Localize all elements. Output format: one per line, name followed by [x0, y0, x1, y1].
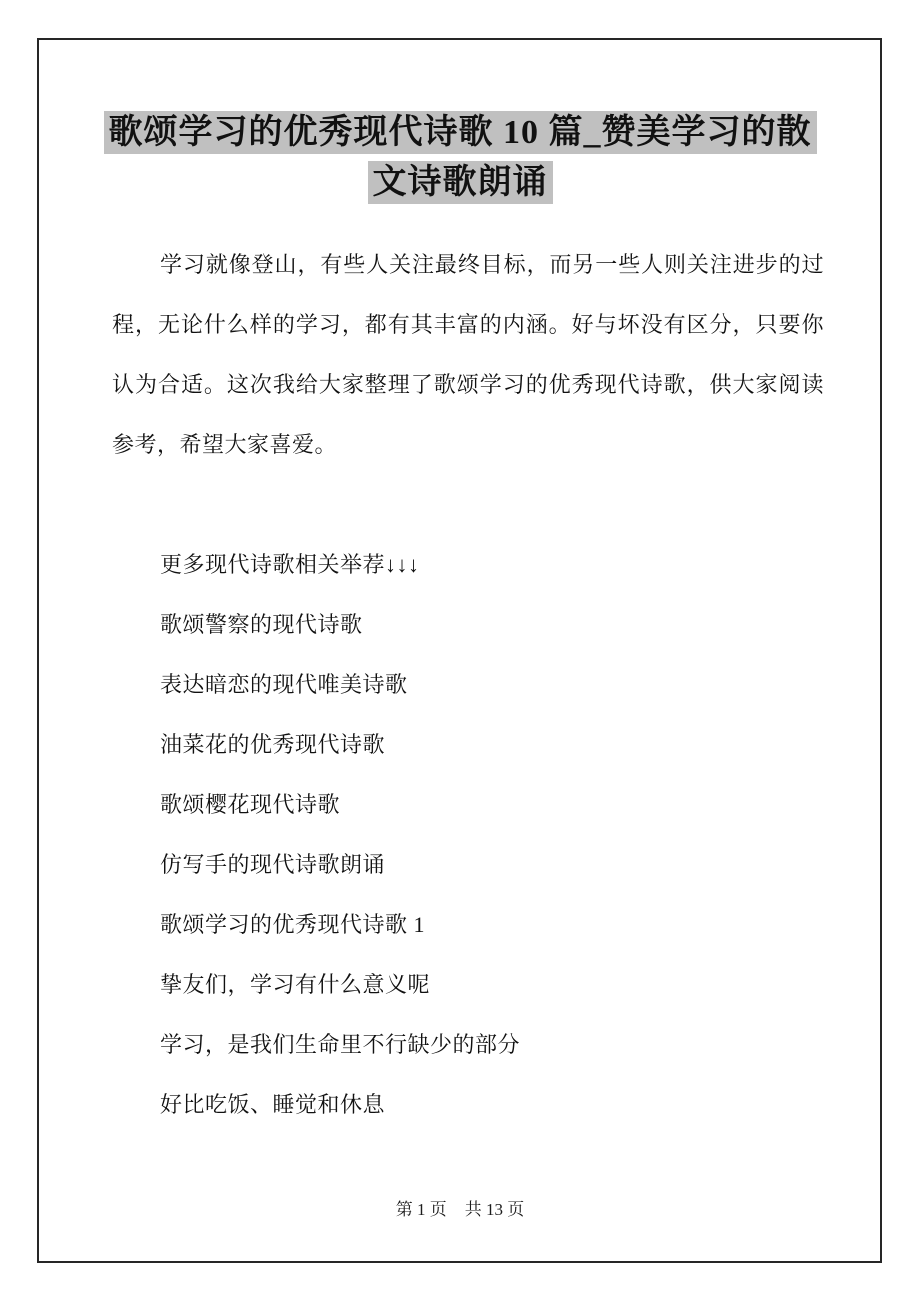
- related-link-rapeseed-flower-poems: 油菜花的优秀现代诗歌: [160, 732, 386, 757]
- related-link-secret-love-poems: 表达暗恋的现代唯美诗歌: [160, 672, 408, 697]
- related-recommendations-header: 更多现代诗歌相关举荐↓↓↓: [160, 552, 420, 577]
- document-title-row-2: [90, 158, 830, 208]
- related-link-hand-poems-recital: 仿写手的现代诗歌朗诵: [160, 852, 386, 877]
- document-title-row-1: [90, 108, 830, 158]
- document-title: [90, 108, 830, 208]
- document-body: [112, 235, 824, 1135]
- poem-line-1: 挚友们，学习有什么意义呢: [160, 972, 431, 997]
- document-title-line-1: 歌颂学习的优秀现代诗歌 10 篇_赞美学习的散: [104, 111, 817, 154]
- poem-section-heading: 歌颂学习的优秀现代诗歌 1: [160, 912, 426, 937]
- paragraph-spacer: [112, 475, 824, 535]
- poem-line-3: 好比吃饭、睡觉和休息: [160, 1092, 386, 1117]
- intro-paragraph: 学习就像登山，有些人关注最终目标，而另一些人则关注进步的过程，无论什么样的学习，都有其丰富的内涵。好与坏没有区分，只要你认为合适。这次我给大家整理了歌颂学习的优秀现代诗歌，供大家阅读参考，希望大家喜爱。: [112, 252, 824, 457]
- current-page-label: 第 1 页: [395, 1200, 447, 1219]
- related-link-police-poems: 歌颂警察的现代诗歌: [160, 612, 363, 637]
- total-pages-label: 共 13 页: [464, 1200, 525, 1219]
- poem-line-2: 学习，是我们生命里不行缺少的部分: [160, 1032, 521, 1057]
- related-link-cherry-blossom-poems: 歌颂樱花现代诗歌: [160, 792, 341, 817]
- page-footer: [0, 1196, 920, 1224]
- document-title-line-2: 文诗歌朗诵: [368, 161, 553, 204]
